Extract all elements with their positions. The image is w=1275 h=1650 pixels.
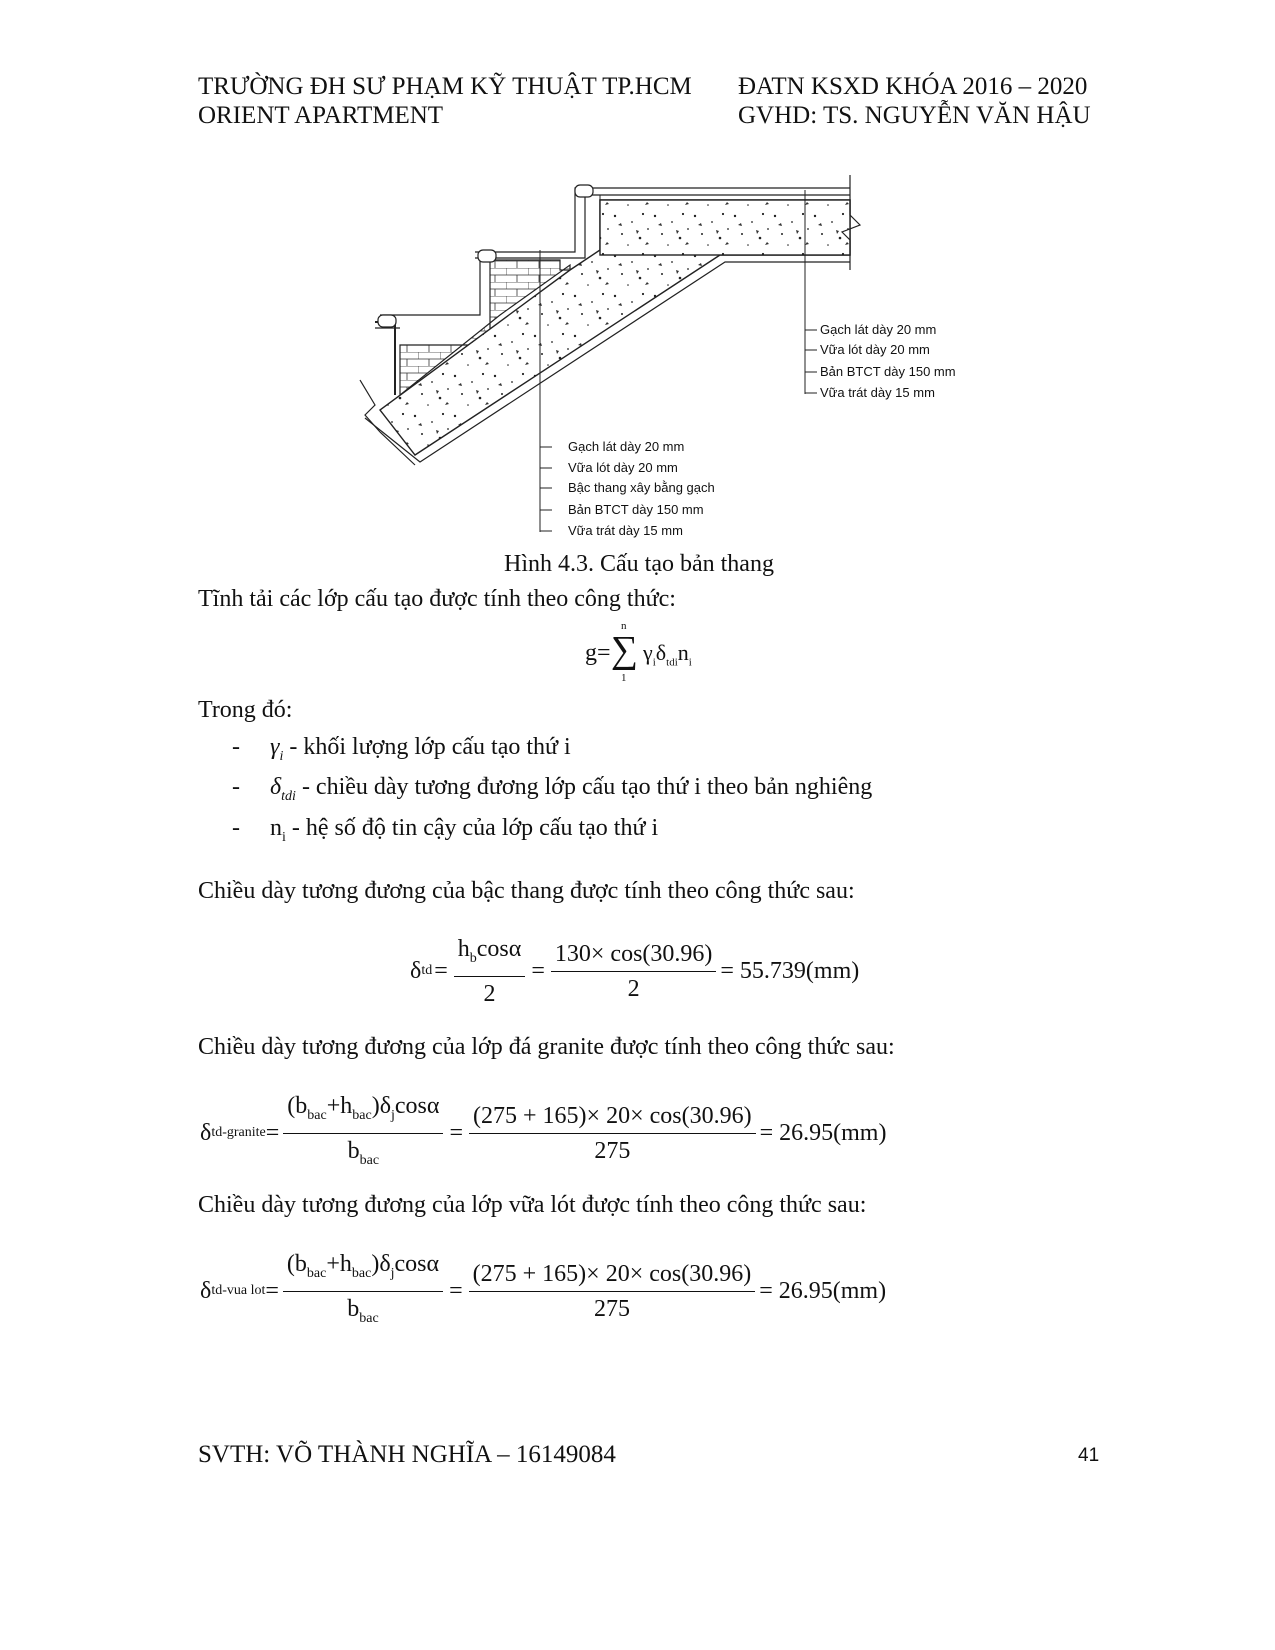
eq3-equals2: =: [449, 1278, 463, 1305]
header-project: ORIENT APARTMENT: [198, 102, 444, 129]
bullet-delta: [232, 772, 872, 812]
bullet-symbol: n: [270, 815, 282, 841]
formula-g-lower: 1: [621, 672, 627, 684]
eq2-delta-sub: td-granite: [211, 1125, 266, 1141]
eq2-equals: =: [265, 1120, 280, 1147]
eq2-h: +h: [326, 1093, 353, 1119]
paragraph-mortar: Chiều dày tương đương của lớp vữa lót được tính theo công thức sau:: [198, 1192, 867, 1218]
label-right-1: Gạch lát dày 20 mm: [820, 322, 937, 337]
eq2-cos: cosα: [394, 1093, 440, 1119]
eq2-equals2: =: [449, 1120, 464, 1147]
label-right-2: Vữa lót dày 20 mm: [820, 342, 930, 357]
equation-granite: [200, 1092, 886, 1175]
figure-caption: Hình 4.3. Cấu tạo bản thang: [504, 551, 774, 577]
formula-g-rhs: [643, 640, 692, 668]
label-right-4: Vữa trát dày 15 mm: [820, 385, 935, 400]
eq1-h-sub: b: [469, 950, 477, 966]
eq1-cos: cosα: [476, 936, 522, 962]
eq2-den-b: b: [347, 1137, 360, 1164]
eq3-den2: 275: [593, 1295, 630, 1322]
bullet-symbol: γ: [270, 734, 280, 760]
bullet-sub: tdi: [281, 788, 296, 804]
eq1-delta: δ: [410, 958, 422, 985]
eq3-bac2: bac: [351, 1265, 372, 1281]
eq1-den1: 2: [483, 980, 496, 1007]
bullet-dash: -: [232, 774, 240, 800]
paragraph-step-thickness: Chiều dày tương đương của bậc thang được tính theo công thức sau:: [198, 878, 855, 904]
paragraph-granite: Chiều dày tương đương của lớp đá granite được tính theo công thức sau:: [198, 1034, 895, 1060]
page-number: 41: [1078, 1445, 1100, 1466]
bullet-text: - hệ số độ tin cậy của lớp cấu tạo thứ i: [285, 815, 659, 841]
label-bottom-2: Vữa lót dày 20 mm: [568, 460, 678, 475]
formula-g-upper: n: [621, 620, 627, 632]
header-school: TRƯỜNG ĐH SƯ PHẠM KỸ THUẬT TP.HCM: [198, 73, 692, 100]
eq1-h: h: [457, 936, 470, 962]
header-supervisor: GVHD: TS. NGUYỄN VĂN HẬU: [738, 102, 1091, 129]
formula-sub-i2: i: [688, 656, 692, 669]
bullet-sub: i: [279, 748, 284, 764]
eq3-result: = 26.95(mm): [759, 1278, 887, 1305]
label-right-3: Bản BTCT dày 150 mm: [820, 364, 956, 379]
formula-gamma: γ: [643, 640, 653, 665]
eq3-cos: cosα: [394, 1251, 440, 1277]
eq3-equals: =: [265, 1278, 279, 1305]
formula-sub-tdi: tdi: [666, 656, 678, 669]
eq1-den2: 2: [627, 975, 640, 1002]
bullet-dash: -: [232, 815, 240, 841]
eq3-delta-j: )δ: [371, 1251, 391, 1277]
equation-step-thickness: [410, 935, 859, 1008]
bullet-sub: i: [282, 829, 286, 845]
eq3-delta: δ: [200, 1278, 212, 1305]
formula-g: [585, 620, 725, 690]
eq1-equals2: =: [531, 958, 545, 985]
eq2-den-bac: bac: [359, 1152, 380, 1168]
eq3-b: (b: [286, 1251, 307, 1277]
eq2-delta-j: )δ: [371, 1093, 392, 1119]
eq3-bac: bac: [306, 1265, 327, 1281]
eq1-delta-sub: td: [421, 963, 433, 979]
bullet-text: - khối lượng lớp cấu tạo thứ i: [283, 734, 571, 760]
eq3-j: j: [390, 1265, 395, 1281]
eq2-j: j: [391, 1107, 395, 1123]
eq1-num2: 130× cos(30.96): [551, 940, 717, 972]
label-bottom-5: Vữa trát dày 15 mm: [568, 523, 683, 538]
label-bottom-1: Gạch lát dày 20 mm: [568, 439, 685, 454]
eq3-h: +h: [326, 1251, 352, 1277]
bullet-dash: -: [232, 734, 240, 760]
eq1-frac2: [551, 940, 717, 1003]
eq1-frac1: [454, 935, 526, 1008]
sum-symbol: ∑: [611, 629, 639, 671]
eq2-frac1: [283, 1092, 443, 1175]
label-bottom-3: Bậc thang xây bằng gạch: [568, 480, 715, 495]
label-bottom-4: Bản BTCT dày 150 mm: [568, 502, 704, 517]
eq2-frac2: [469, 1102, 756, 1165]
header-course: ĐATN KSXD KHÓA 2016 – 2020: [738, 73, 1088, 100]
equation-mortar: [200, 1250, 886, 1333]
eq3-frac2: [469, 1260, 756, 1323]
eq2-result: = 26.95(mm): [759, 1120, 887, 1147]
eq3-frac1: [283, 1250, 443, 1333]
eq1-result: = 55.739(mm): [720, 958, 860, 985]
eq1-equals: =: [434, 958, 448, 985]
bullet-text: - chiều dày tương đương lớp cấu tạo thứ i theo bản nghiêng: [295, 774, 873, 800]
formula-delta: δ: [655, 640, 667, 665]
eq2-bac: bac: [307, 1107, 327, 1123]
formula-n: n: [677, 640, 689, 665]
eq3-delta-sub: td-vua lot: [211, 1283, 266, 1299]
bullet-n: [232, 813, 658, 853]
eq2-delta: δ: [200, 1120, 212, 1147]
eq3-den-bac: bac: [359, 1310, 379, 1326]
bullet-gamma: [232, 732, 571, 772]
eq3-den-b: b: [347, 1295, 360, 1322]
eq2-num2: (275 + 165)× 20× cos(30.96): [469, 1102, 756, 1134]
formula-g-lhs: g=: [585, 640, 611, 666]
eq2-bac2: bac: [352, 1107, 372, 1123]
eq2-b: (b: [287, 1093, 308, 1119]
formula-sub-i: i: [652, 656, 656, 669]
eq3-num2: (275 + 165)× 20× cos(30.96): [469, 1260, 756, 1292]
footer-student: SVTH: VÕ THÀNH NGHĨA – 16149084: [198, 1441, 616, 1468]
eq2-den2: 275: [594, 1137, 631, 1164]
bullet-symbol: δ: [270, 774, 282, 800]
where-text: Trong đó:: [198, 697, 293, 723]
intro-text: Tĩnh tải các lớp cấu tạo được tính theo công thức:: [198, 586, 676, 612]
